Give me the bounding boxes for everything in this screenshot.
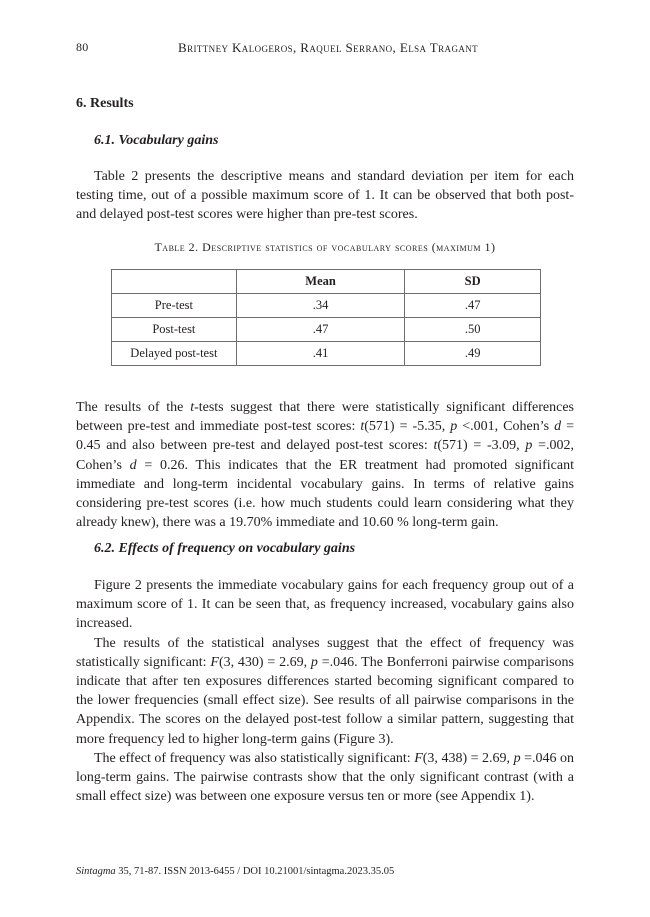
- table-row: [112, 318, 541, 342]
- page-header: [76, 40, 574, 56]
- table-cell: Delayed post-test: [112, 342, 237, 366]
- table-header-cell: SD: [405, 270, 541, 294]
- descriptive-statistics-table: [111, 269, 541, 366]
- table-cell: .47: [405, 294, 541, 318]
- table-row: [112, 342, 541, 366]
- paragraph-statistical-analyses: The results of the statistical analyses suggest that the effect of frequency was statistically significant: F(3, 430) = 2.69, p =.046. The Bonferroni pairwise comparisons indicate that after ten exposures differences started becoming significant compared to the lower frequencies (small effect size). See results of all pairwise comparisons in the Appendix. The scores on the delayed post-test follow a similar pattern, suggesting that more frequency led to higher long-term gains (Figure 3).: [76, 635, 574, 747]
- table-cell: .49: [405, 342, 541, 366]
- table-cell: .47: [236, 318, 405, 342]
- table-header-row: [112, 270, 541, 294]
- table-cell: .34: [236, 294, 405, 318]
- table-cell: Pre-test: [112, 294, 237, 318]
- subsection-title-vocabulary-gains: 6.1. Vocabulary gains: [94, 133, 219, 148]
- section-title: 6. Results: [76, 96, 134, 111]
- page-number: 80: [76, 40, 89, 54]
- journal-name: Sintagma: [76, 866, 116, 877]
- paragraph-vocabulary-gains: Table 2 presents the descriptive means and standard deviation per item for each testing time, out of a possible maximum score of 1. It can be observed that both post- and delayed post-test scores were higher than pre-test scores.: [76, 169, 574, 223]
- table-header-cell: Mean: [236, 270, 405, 294]
- paragraph-figure-2: Figure 2 presents the immediate vocabulary gains for each frequency group out of a maximum score of 1. It can be seen that, as frequency increased, vocabulary gains also increased.: [76, 578, 574, 632]
- table-header-cell: [112, 270, 237, 294]
- table-row: [112, 294, 541, 318]
- running-head: Brittney Kalogeros, Raquel Serrano, Elsa Tragant: [178, 40, 479, 55]
- table-cell: .41: [236, 342, 405, 366]
- citation: 35, 71-87. ISSN 2013-6455 / DOI 10.21001/sintagma.2023.35.05: [115, 866, 395, 877]
- table-caption: Table 2. Descriptive statistics of vocabulary scores (maximum 1): [154, 240, 496, 254]
- table-cell: .50: [405, 318, 541, 342]
- page-footer: [76, 866, 394, 877]
- paragraph-t-test-results: The results of the t-tests suggest that there were statistically significant differences between pre-test and immediate post-test scores: t(571) = -5.35, p <.001, Cohen’s d = 0.45 and also between pre-test and delayed post-test scores: t(571) = -3.09, p =.002, Cohen’s d = 0.26. This indicates that the ER treatment had promoted significant immediate and long-term incidental vocabulary gains. In terms of relative gains considering pre-test scores (i.e. how much students could learn considering what they already knew), there was a 19.70% immediate and 10.60 % long-term gain.: [76, 400, 575, 531]
- paragraph-long-term-gains: The effect of frequency was also statistically significant: F(3, 438) = 2.69, p =.046 on long-term gains. The pairwise contrasts show that the only significant contrast (with a small effect size) was between one exposure versus ten or more (see Appendix 1).: [76, 750, 574, 805]
- table-cell: Post-test: [112, 318, 237, 342]
- subsection-title-frequency-effects: 6.2. Effects of frequency on vocabulary gains: [94, 541, 356, 556]
- frequency-section-body: [76, 576, 574, 806]
